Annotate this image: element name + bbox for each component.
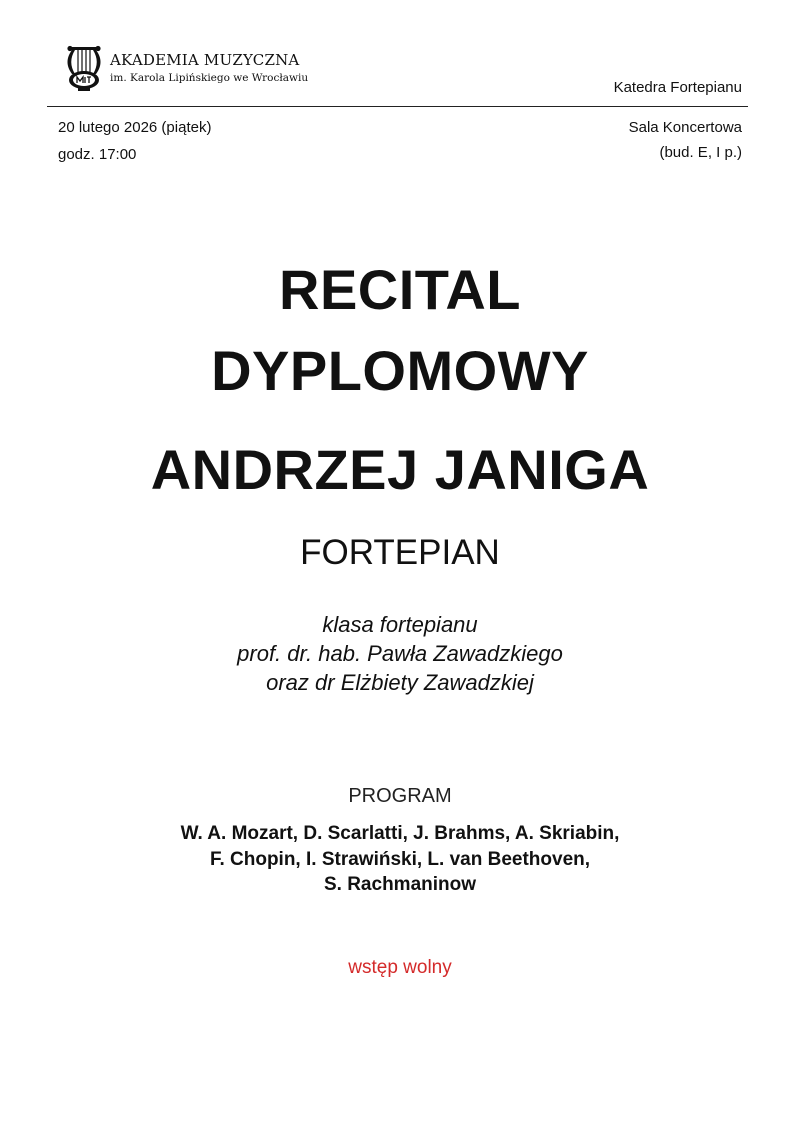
event-venue-detail: (bud. E, I p.) [659, 144, 742, 161]
lyre-icon [64, 44, 104, 92]
program-heading: PROGRAM [348, 785, 452, 807]
department-name: Katedra Fortepianu [613, 79, 742, 96]
event-time: godz. 17:00 [58, 146, 137, 163]
event-venue: Sala Koncertowa [628, 119, 742, 136]
class-line-3: oraz dr Elżbiety Zawadzkiej [266, 670, 534, 695]
event-date: 20 lutego 2026 (piątek) [58, 119, 212, 136]
institution-subtitle: im. Karola Lipińskiego we Wrocławiu [110, 72, 309, 84]
title-line-1: RECITAL [279, 258, 521, 321]
class-line-2: prof. dr. hab. Pawła Zawadzkiego [237, 641, 563, 666]
class-line-1: klasa fortepianu [322, 612, 478, 637]
header-divider [47, 106, 748, 107]
program-line-1: W. A. Mozart, D. Scarlatti, J. Brahms, A. Skriabin, [180, 823, 620, 844]
performer-instrument: FORTEPIAN [300, 533, 500, 572]
admission-note: wstęp wolny [348, 957, 452, 978]
program-line-2: F. Chopin, I. Strawiński, L. van Beethoven, [209, 849, 591, 870]
performer-name: ANDRZEJ JANIGA [150, 438, 650, 501]
title-line-2: DYPLOMOWY [211, 339, 589, 402]
program-line-3: S. Rachmaninow [323, 874, 477, 895]
institution-name: AKADEMIA MUZYCZNA [110, 51, 300, 69]
